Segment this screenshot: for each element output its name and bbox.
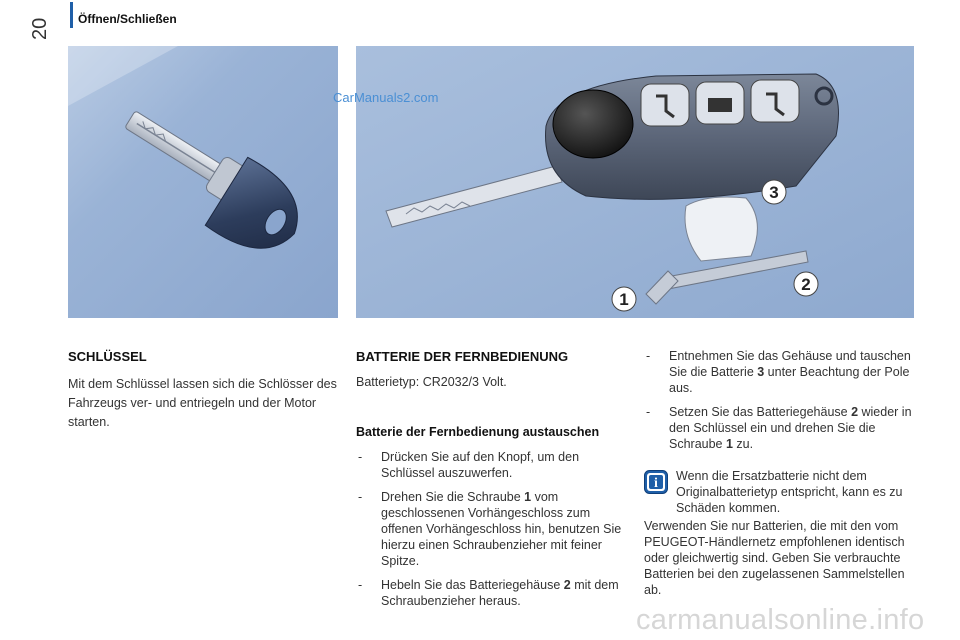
step-item	[356, 577, 628, 609]
section-accent-bar	[70, 2, 73, 28]
battery-type: Batterietyp: CR2032/3 Volt.	[356, 375, 507, 389]
battery-disposal-text: Verwenden Sie nur Batterien, die mit den vom PEUGEOT-Händlernetz empfohlenen identisch oder gleichwertig sind. Geben Sie verbrauchte Batterien bei den zugelassenen Sammelstellen ab.	[644, 519, 905, 597]
step-text: Hebeln Sie das Batteriegehäuse	[381, 578, 564, 592]
info-icon	[644, 470, 668, 494]
step-reference-number: 1	[524, 490, 532, 504]
callout-2: 2	[801, 275, 811, 294]
info-icon-glyph: i	[654, 476, 658, 491]
watermark-bottom: carmanualsonline.info	[636, 604, 925, 636]
step-text: unter Beachtung der Pole aus.	[669, 365, 910, 395]
step-dash: -	[646, 349, 651, 363]
step-text: Entnehmen Sie das Gehäuse und tauschen Sie die Batterie	[669, 349, 911, 379]
key-heading: SCHLÜSSEL	[68, 349, 147, 364]
callout-1: 1	[619, 290, 629, 309]
step-text: wieder in den Schlüssel ein und drehen Sie die Schraube	[669, 405, 912, 451]
section-title: Öffnen/Schließen	[78, 12, 177, 26]
step-text: Drehen Sie die Schraube	[381, 490, 525, 504]
step-item	[356, 489, 628, 569]
step-dash: -	[358, 578, 363, 592]
battery-heading: BATTERIE DER FERNBEDIENUNG	[356, 349, 569, 364]
key-description: Mit dem Schlüssel lassen sich die Schlösser des Fahrzeugs ver- und entriegeln und der Motor starten.	[68, 377, 337, 429]
key-photo	[68, 46, 338, 318]
step-reference-number: 1	[725, 437, 733, 451]
replacement-steps-part-2	[644, 348, 916, 460]
replacement-steps-part-1	[356, 449, 628, 617]
step-dash: -	[646, 405, 651, 419]
remote-illustration	[356, 46, 914, 318]
page-number: 20	[29, 17, 51, 40]
step-text: zu.	[732, 437, 754, 451]
step-item	[644, 404, 916, 452]
step-text: Drücken Sie auf den Knopf, um den Schlüssel auszuwerfen.	[381, 450, 580, 480]
step-item	[644, 348, 916, 396]
step-reference-number: 2	[851, 405, 859, 419]
step-text: mit dem Schraubenzieher heraus.	[381, 578, 619, 608]
callout-3: 3	[769, 183, 779, 202]
watermark-top: CarManuals2.com	[333, 90, 439, 105]
step-reference-number: 3	[757, 365, 765, 379]
key-illustration	[68, 46, 338, 318]
step-dash: -	[358, 450, 363, 464]
step-dash: -	[358, 490, 363, 504]
step-text: Setzen Sie das Batteriegehäuse	[669, 405, 852, 419]
battery-replace-subheading: Batterie der Fernbedienung austauschen	[356, 425, 600, 439]
step-text: vom geschlossenen Vorhängeschloss zum offenen Vorhängeschloss hin, benutzen Sie hierzu einen Schraubenzieher mit feiner Spitze.	[381, 490, 622, 568]
remote-battery-photo	[356, 46, 914, 318]
step-item	[356, 449, 628, 481]
info-note: Wenn die Ersatzbatterie nicht dem Originalbatterietyp entspricht, kann es zu Schäden kommen.	[676, 469, 903, 515]
step-reference-number: 2	[563, 578, 571, 592]
